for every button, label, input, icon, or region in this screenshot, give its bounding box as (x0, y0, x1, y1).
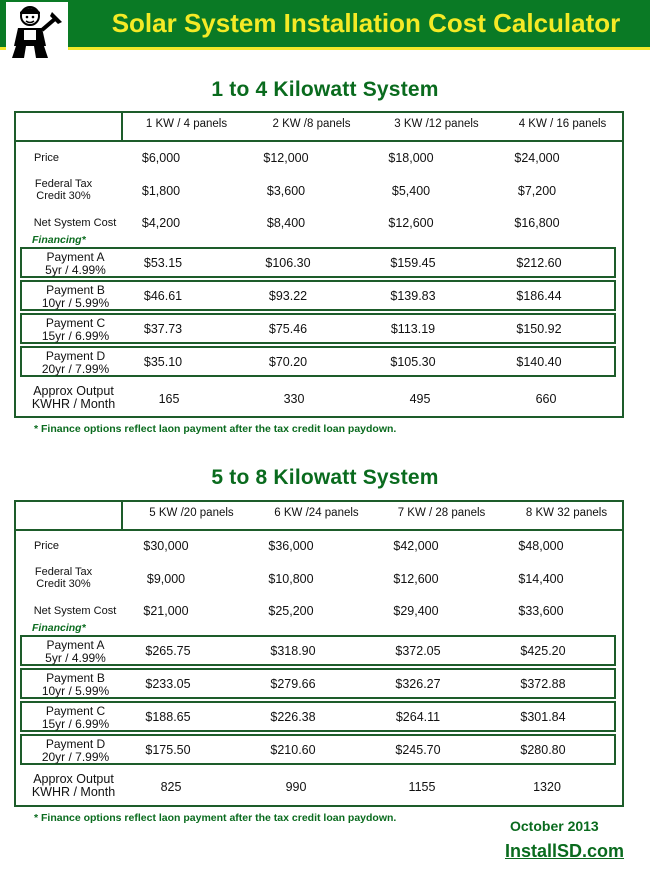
row-label (6, 566, 121, 590)
cell-value: $139.83 (390, 289, 436, 303)
cell-value: $35.10 (143, 355, 183, 369)
column-header: 5 KW /20 panels (149, 507, 234, 519)
section-title-1-4kw: 1 to 4 Kilowatt System (211, 78, 439, 101)
cell-value: $75.46 (268, 322, 308, 336)
payment-row-c (20, 701, 616, 732)
row-label-line: 20yr / 7.99% (41, 750, 110, 764)
cell-value: $12,000 (263, 151, 309, 165)
cell-value: $318.90 (270, 644, 316, 658)
column-header: 6 KW /24 panels (274, 507, 359, 519)
row-label-line: KWHR / Month (31, 785, 116, 799)
row-label-line: Approx Output (33, 384, 114, 398)
cell-value: $12,600 (388, 216, 434, 230)
cell-value: $113.19 (390, 322, 436, 336)
cell-value: 495 (409, 392, 431, 406)
cell-value: $70.20 (268, 355, 308, 369)
footnote: * Finance options reflect laon payment after the tax credit loan paydown. (34, 812, 397, 824)
cell-value: $1,800 (141, 184, 181, 198)
payment-row-c (20, 313, 616, 344)
price-row (16, 149, 622, 169)
financing-label: Financing* (32, 622, 86, 634)
cell-value: $140.40 (516, 355, 562, 369)
row-label-line: Payment C (45, 704, 106, 718)
header-spacer-cell (16, 502, 123, 529)
cell-value: $301.84 (520, 710, 566, 724)
cell-value: $5,400 (391, 184, 431, 198)
row-label-line: Payment C (45, 316, 106, 330)
cell-value: $233.05 (145, 677, 191, 691)
cell-value: $226.38 (270, 710, 316, 724)
cell-value: $186.44 (516, 289, 562, 303)
cell-value: $372.05 (395, 644, 441, 658)
header-banner (0, 0, 650, 50)
cell-value: $6,000 (141, 151, 181, 165)
cell-value: $188.65 (145, 710, 191, 724)
row-label (6, 178, 121, 202)
cell-value: $16,800 (514, 216, 560, 230)
cell-value: $105.30 (390, 355, 436, 369)
cell-value: $37.73 (143, 322, 183, 336)
row-label-line: 20yr / 7.99% (41, 362, 110, 376)
cell-value: $30,000 (143, 539, 189, 553)
row-label-line: Payment B (46, 671, 105, 685)
section-title-5-8kw: 5 to 8 Kilowatt System (211, 466, 439, 489)
net-cost-row (16, 602, 622, 622)
cell-value: $8,400 (266, 216, 306, 230)
date-label: October 2013 (510, 818, 599, 834)
header-spacer-cell (16, 113, 123, 140)
calculator-table-5-8kw (14, 500, 624, 807)
row-label-line: 5yr / 4.99% (45, 651, 106, 665)
cell-value: $93.22 (268, 289, 308, 303)
cell-value: $33,600 (518, 604, 564, 618)
row-label-line: Approx Output (33, 772, 114, 786)
output-row (16, 383, 622, 413)
column-header: 4 KW / 16 panels (518, 118, 607, 130)
cell-value: $212.60 (516, 256, 562, 270)
row-label (16, 773, 131, 799)
cell-value: $265.75 (145, 644, 191, 658)
net-cost-row (16, 214, 622, 234)
payment-row-a (20, 247, 616, 278)
column-header: 7 KW / 28 panels (397, 507, 486, 519)
row-label-line: 5yr / 4.99% (45, 263, 106, 277)
row-label-line: Payment A (46, 638, 105, 652)
cell-value: $280.80 (520, 743, 566, 757)
payment-row-b (20, 280, 616, 311)
cell-value: $106.30 (265, 256, 311, 270)
row-label-line: Payment A (46, 250, 105, 264)
cell-value: 990 (285, 780, 307, 794)
row-label: Price (33, 540, 60, 552)
row-label-line: Credit 30% (36, 578, 91, 590)
cell-value: $210.60 (270, 743, 316, 757)
cell-value: $14,400 (518, 572, 564, 586)
column-header: 2 KW /8 panels (272, 118, 351, 130)
row-label-line: Payment D (45, 737, 106, 751)
cell-value: $36,000 (268, 539, 314, 553)
row-label-line: 10yr / 5.99% (41, 684, 110, 698)
cell-value: $12,600 (393, 572, 439, 586)
cell-value: $10,800 (268, 572, 314, 586)
price-row (16, 537, 622, 557)
cell-value: $48,000 (518, 539, 564, 553)
cell-value: $18,000 (388, 151, 434, 165)
column-header: 3 KW /12 panels (394, 118, 479, 130)
cell-value: 825 (160, 780, 182, 794)
row-label-line: 10yr / 5.99% (41, 296, 110, 310)
payment-row-d (20, 346, 616, 377)
cell-value: 165 (158, 392, 180, 406)
cell-value: $159.45 (390, 256, 436, 270)
row-label: Net System Cost (33, 217, 117, 229)
cell-value: $279.66 (270, 677, 316, 691)
cell-value: $245.70 (395, 743, 441, 757)
cell-value: 330 (283, 392, 305, 406)
row-label-line: Payment D (45, 349, 106, 363)
cell-value: $9,000 (146, 572, 186, 586)
row-label-line: Credit 30% (36, 190, 91, 202)
row-label-line: Payment B (46, 283, 105, 297)
calculator-table-1-4kw (14, 111, 624, 418)
column-header: 8 KW 32 panels (525, 507, 608, 519)
cell-value: $175.50 (145, 743, 191, 757)
cell-value: $3,600 (266, 184, 306, 198)
cell-value: $29,400 (393, 604, 439, 618)
cell-value: $53.15 (143, 256, 183, 270)
cell-value: $4,200 (141, 216, 181, 230)
cell-value: $264.11 (395, 710, 441, 724)
payment-row-a (20, 635, 616, 666)
page-title: Solar System Installation Cost Calculator (111, 8, 621, 38)
table-header-row (16, 113, 622, 142)
row-label: Net System Cost (33, 605, 117, 617)
cell-value: $7,200 (517, 184, 557, 198)
website-link[interactable]: InstallSD.com (505, 841, 625, 861)
cell-value: $46.61 (143, 289, 183, 303)
financing-label: Financing* (32, 234, 86, 246)
row-label-line: KWHR / Month (31, 397, 116, 411)
row-label-line: Federal Tax (34, 566, 93, 578)
cell-value: $25,200 (268, 604, 314, 618)
payment-row-b (20, 668, 616, 699)
tax-credit-row (16, 566, 622, 592)
cell-value: $21,000 (143, 604, 189, 618)
row-label-line: 15yr / 6.99% (41, 717, 110, 731)
cell-value: $326.27 (395, 677, 441, 691)
table-header-row (16, 502, 622, 531)
output-row (16, 771, 622, 801)
cell-value: 1155 (408, 780, 436, 794)
cell-value: $24,000 (514, 151, 560, 165)
cell-value: 1320 (533, 780, 561, 794)
cell-value: $42,000 (393, 539, 439, 553)
cell-value: $372.88 (520, 677, 566, 691)
column-header: 1 KW / 4 panels (145, 118, 228, 130)
row-label-line: 15yr / 6.99% (41, 329, 110, 343)
payment-row-d (20, 734, 616, 765)
cell-value: $150.92 (516, 322, 562, 336)
row-label-line: Federal Tax (34, 178, 93, 190)
tax-credit-row (16, 178, 622, 204)
footnote: * Finance options reflect laon payment after the tax credit loan paydown. (34, 423, 397, 435)
cell-value: 660 (535, 392, 557, 406)
mascot-logo-icon (6, 2, 68, 60)
cell-value: $425.20 (520, 644, 566, 658)
row-label: Price (33, 152, 60, 164)
